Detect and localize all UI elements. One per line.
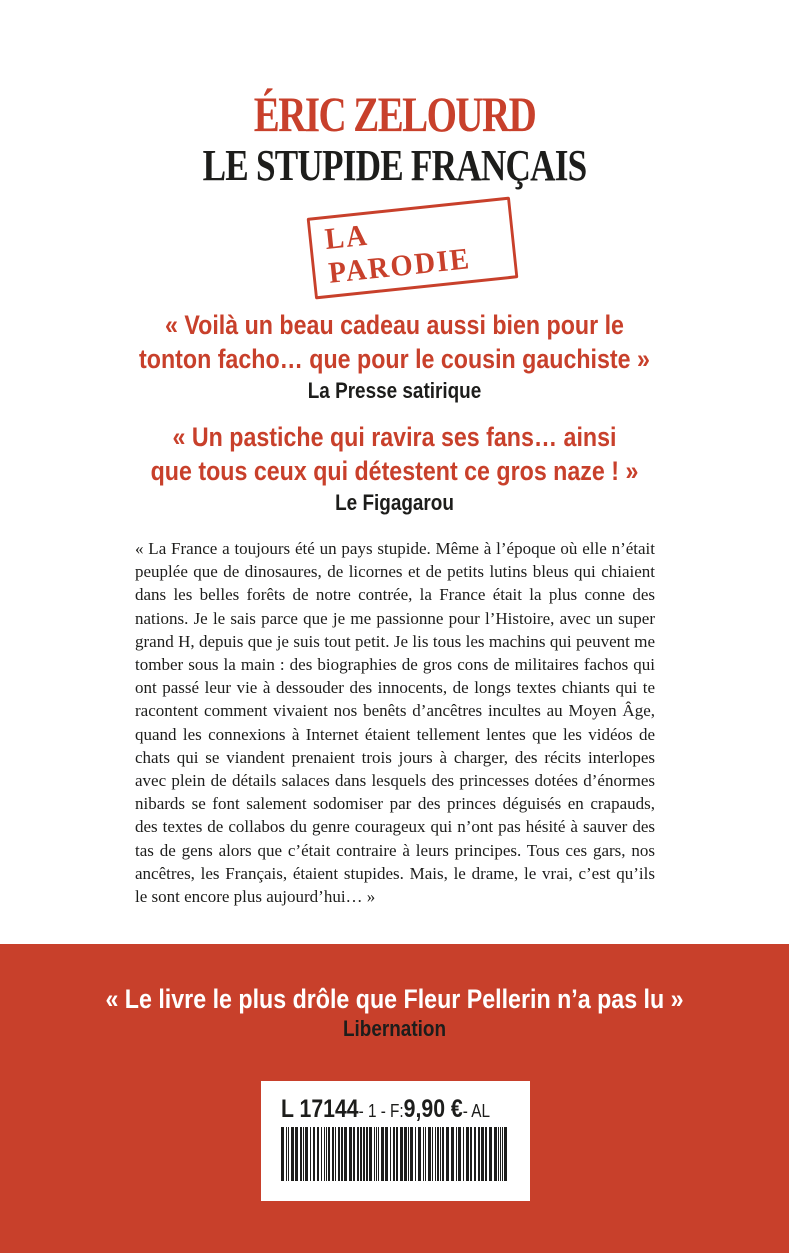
press-quote-1-line-1: « Voilà un beau cadeau aussi bien pour le [165,310,624,340]
barcode-bar [504,1127,507,1181]
barcode-bar [425,1127,426,1181]
barcode-graphic [281,1127,510,1181]
blurb-text: « La France a toujours été un pays stupide. Même à l’époque où elle n’était peuplée que de dinosaures, de licornes et de petits lutins bleus qui chiaient dans les belles forêts de notre contrée, la France était la plus conne des nations. Je le sais parce que je me passionne pour l’Histoire, avec un super grand H, depuis que je suis tout petit. Je lis tous les machins qui peuvent me tomber sous la main : des biographies de gros cons de militaires fachos qui ont passé leur vie à dessouder des innocents, de longs textes chiants qui te racontent comment vivaient nos benêts d’ancêtres incultes au Moyen Âge, quand les connexions à Internet étaient tellement lentes que les vidéos de chats qui se viandent prenaient trois jours à charger, des récits interlopes avec plein de détails salaces dans lesquels des princesses dotées d’énormes nibards se font salement sodomiser par des princes déguisés en crapauds, des textes de collabos du genre courageux qui n’ont pas hésité à sauver des tas de gens alors que c’était contraire à leurs principes. Tous ces gars, nos ancêtres, les Français, étaient stupides. Mais, le drame, le vrai, c’est qu’ils le sont encore plus aujourd’hui… » [135,539,655,907]
barcode-bar [300,1127,302,1181]
barcode-bar [378,1127,379,1181]
barcode-bar [369,1127,372,1181]
barcode-bar [432,1127,433,1181]
product-code: L 17144 [281,1095,359,1123]
price-separator: - 1 - F: [358,1101,404,1121]
book-title: LE STUPIDE FRANÇAIS [202,141,587,190]
barcode-bar [288,1127,289,1181]
barcode-bar [326,1127,327,1181]
press-quote-2-source: Le Figagarou [335,490,454,515]
press-quote-1-line-2: tonton facho… que pour le cousin gauchiste » [139,344,650,374]
barcode-bar [344,1127,347,1181]
barcode-bar [451,1127,454,1181]
band-quote-source: Libernation [342,1016,447,1041]
barcode-bar [404,1127,407,1181]
press-quote-2-line-2: que tous ceux qui détestent ce gros naze ! » [150,456,639,486]
barcode-bar [440,1127,441,1181]
barcode-bar [281,1127,284,1181]
barcode-bar [338,1127,340,1181]
barcode-bar [498,1127,499,1181]
price-suffix: - AL [462,1101,490,1121]
barcode-bar [335,1127,336,1181]
barcode-bar [470,1127,472,1181]
barcode-bar [502,1127,503,1181]
barcode-bar [341,1127,343,1181]
barcode-bar [463,1127,464,1181]
barcode-bar [478,1127,480,1181]
barcode-bar [400,1127,403,1181]
author-name: ÉRIC ZELOURD [253,86,536,142]
price-line [281,1095,490,1125]
barcode-bar [317,1127,319,1181]
barcode-bar [408,1127,409,1181]
barcode-bar [324,1127,325,1181]
barcode-bar [435,1127,436,1181]
barcode-bar [423,1127,424,1181]
barcode-bar [500,1127,501,1181]
parody-stamp-label: LA PARODIE [307,197,519,300]
press-quote-1 [0,308,789,406]
price-value: 9,90 € [403,1095,463,1123]
barcode-bar [363,1127,365,1181]
press-quote-2-line-1: « Un pastiche qui ravira ses fans… ainsi [172,422,617,452]
barcode-bar [481,1127,484,1181]
barcode-label [261,1081,530,1201]
barcode-bar [353,1127,355,1181]
barcode-bar [396,1127,398,1181]
barcode-bar [415,1127,416,1181]
barcode-bar [494,1127,497,1181]
barcode-bar [303,1127,304,1181]
barcode-bar [295,1127,298,1181]
barcode-bar [328,1127,330,1181]
barcode-bar [442,1127,444,1181]
barcode-bar [489,1127,492,1181]
barcode-bar [385,1127,388,1181]
barcode-bar [349,1127,352,1181]
barcode-bar [437,1127,439,1181]
barcode-bar [286,1127,287,1181]
barcode-bar [332,1127,334,1181]
barcode-bar [310,1127,311,1181]
barcode-bar [418,1127,421,1181]
barcode-bar [321,1127,322,1181]
barcode-bar [456,1127,457,1181]
barcode-bar [446,1127,449,1181]
barcode-bar [428,1127,431,1181]
barcode-bar [381,1127,384,1181]
barcode-bar [366,1127,368,1181]
barcode-bar [291,1127,294,1181]
barcode-bar [313,1127,315,1181]
barcode-bar [360,1127,362,1181]
barcode-bar [474,1127,476,1181]
press-quote-1-source: La Presse satirique [307,378,482,403]
barcode-bar [374,1127,375,1181]
barcode-bar [458,1127,461,1181]
barcode-bar [485,1127,487,1181]
band-quote: « Le livre le plus drôle que Fleur Pellerin n’a pas lu » [105,984,684,1014]
barcode-bar [466,1127,469,1181]
barcode-bar [376,1127,377,1181]
barcode-bar [305,1127,308,1181]
press-quote-2 [0,420,789,518]
barcode-bar [390,1127,391,1181]
barcode-bar [393,1127,395,1181]
barcode-bars [281,1127,510,1181]
parody-stamp [303,209,523,290]
barcode-bar [410,1127,413,1181]
barcode-bar [357,1127,359,1181]
